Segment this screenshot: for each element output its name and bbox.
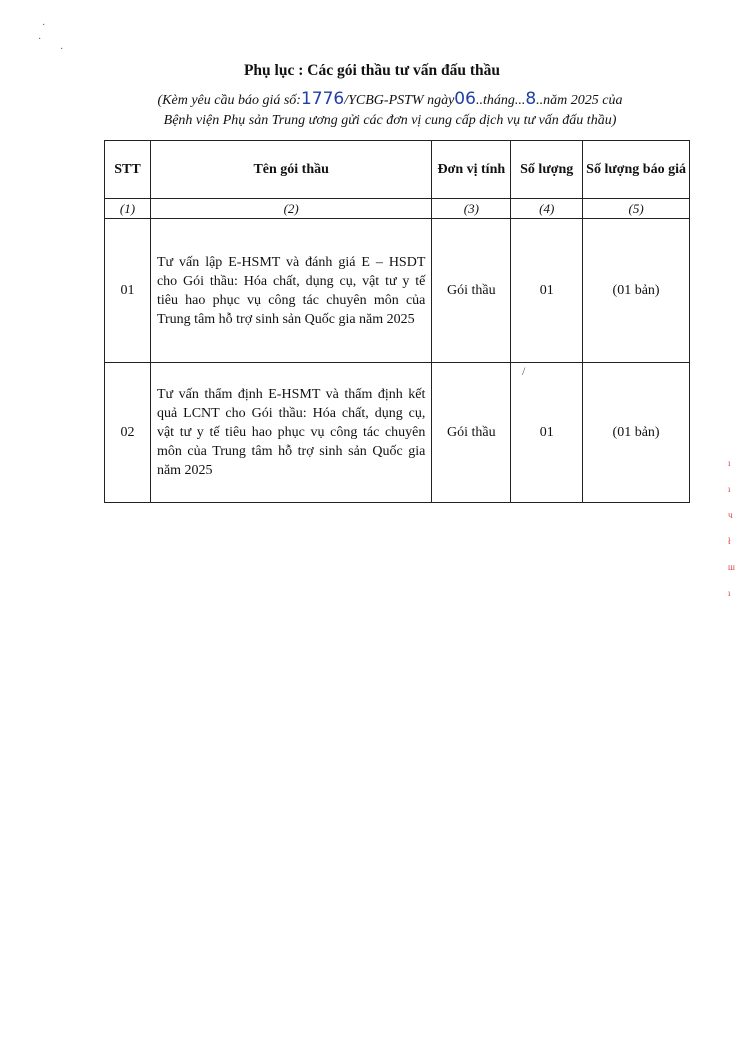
subtitle-text: ..tháng... xyxy=(475,93,526,108)
index-cell: (5) xyxy=(583,199,690,219)
unit-cell: Gói thầu xyxy=(432,219,511,363)
subtitle-text: (Kèm yêu cầu báo giá số: xyxy=(157,93,301,108)
index-cell: (3) xyxy=(432,199,511,219)
handwritten-month: 8 xyxy=(525,89,537,109)
col-header-stt: STT xyxy=(105,141,151,199)
col-header-unit: Đơn vị tính xyxy=(432,141,511,199)
package-name-cell: Tư vấn thẩm định E-HSMT và thẩm định kết quả LCNT cho Gói thầu: Hóa chất, dụng cụ, vật tư y tế tiêu hao phục vụ công tác chuyên môn của Trung tâm hỗ trợ sinh sản Quốc gia năm 2025 xyxy=(150,363,431,503)
index-cell: (2) xyxy=(150,199,431,219)
col-header-name: Tên gói thầu xyxy=(150,141,431,199)
stt-cell: 02 xyxy=(105,363,151,503)
subtitle-text: /YCBG-PSTW ngày xyxy=(344,93,455,108)
quote-qty-cell: (01 bản) xyxy=(583,363,690,503)
page-title: Phụ lục : Các gói thầu tư vấn đấu thầu xyxy=(243,62,501,79)
qty-cell: 01 xyxy=(511,363,583,503)
quote-qty-cell: (01 bản) xyxy=(583,219,690,363)
table-header-row xyxy=(105,141,690,199)
seal-edge-mark: ı ı ч ł ш ı xyxy=(728,458,735,598)
stt-cell: 01 xyxy=(105,219,151,363)
table-index-row xyxy=(105,199,690,219)
bid-package-table xyxy=(104,140,690,503)
page-subtitle xyxy=(60,89,720,131)
index-cell: (1) xyxy=(105,199,151,219)
col-header-qty: Số lượng xyxy=(511,141,583,199)
qty-cell: 01 xyxy=(511,219,583,363)
scan-speck: · xyxy=(42,20,46,31)
table-row xyxy=(105,219,690,363)
subtitle-text: ..năm 2025 của xyxy=(536,93,623,108)
index-cell: (4) xyxy=(511,199,583,219)
table-row xyxy=(105,363,690,503)
col-header-quote-qty: Số lượng báo giá xyxy=(583,141,690,199)
handwritten-day: 06 xyxy=(454,89,476,109)
scan-pen-mark: / xyxy=(522,364,526,378)
subtitle-text: Bệnh viện Phụ sản Trung ương gửi các đơn vị cung cấp dịch vụ tư vấn đấu thầu) xyxy=(163,113,617,128)
unit-cell: Gói thầu xyxy=(432,363,511,503)
package-name-cell: Tư vấn lập E-HSMT và đánh giá E – HSDT cho Gói thầu: Hóa chất, dụng cụ, vật tư y tế tiêu hao phục vụ công tác chuyên môn của Trung tâm hỗ trợ sinh sản Quốc gia năm 2025 xyxy=(150,219,431,363)
handwritten-number: 1776 xyxy=(300,89,345,109)
scan-speck: · xyxy=(60,44,64,55)
scan-speck: · xyxy=(38,34,42,45)
